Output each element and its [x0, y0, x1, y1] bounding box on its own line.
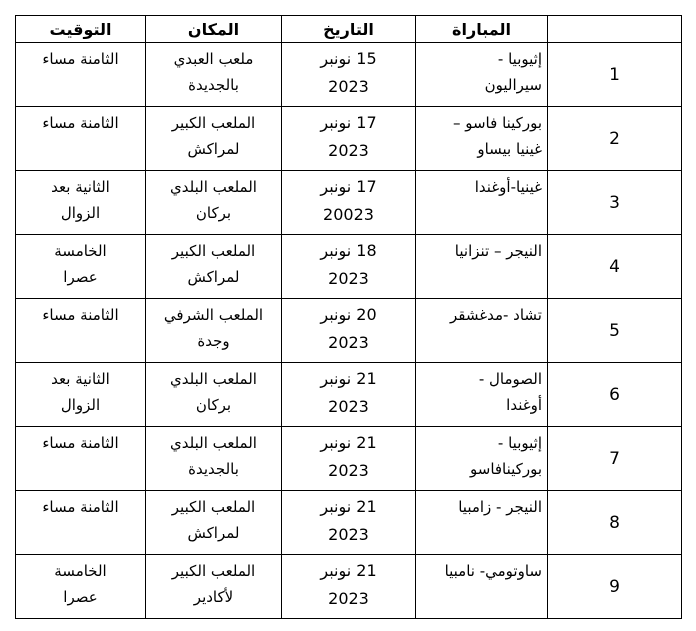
- table-row: [16, 107, 682, 171]
- date-line: 21 نونبر: [320, 561, 377, 580]
- match-cell: [416, 299, 548, 363]
- time-cell: [16, 107, 146, 171]
- venue-line: بالجديدة: [188, 76, 239, 94]
- venue-line: الملعب الكبير: [171, 498, 256, 516]
- time-line: الثامنة مساء: [42, 114, 119, 132]
- match-number-cell: 1: [548, 43, 682, 107]
- venue-line: ملعب العبدي: [173, 50, 254, 68]
- date-cell: [282, 107, 416, 171]
- date-line: 2023: [328, 77, 369, 96]
- venue-cell: [146, 491, 282, 555]
- match-line: إثيوبيا -: [497, 50, 542, 68]
- time-cell: [16, 427, 146, 491]
- table-row: [16, 299, 682, 363]
- time-line: عصرا: [63, 268, 98, 286]
- match-number-cell: 2: [548, 107, 682, 171]
- header-match: المباراة: [416, 16, 548, 43]
- match-line: إثيوبيا -: [497, 434, 542, 452]
- match-line: سيراليون: [484, 76, 542, 94]
- match-number-cell: 9: [548, 555, 682, 619]
- time-line: الخامسة: [54, 242, 107, 260]
- match-line: الصومال -: [478, 370, 542, 388]
- match-cell: [416, 43, 548, 107]
- venue-line: الملعب البلدي: [170, 434, 257, 452]
- table-row: [16, 491, 682, 555]
- venue-line: بركان: [195, 396, 232, 414]
- venue-cell: [146, 427, 282, 491]
- time-line: الزوال: [60, 396, 101, 414]
- match-number-cell: 6: [548, 363, 682, 427]
- venue-cell: [146, 43, 282, 107]
- date-line: 2023: [328, 397, 369, 416]
- venue-cell: [146, 299, 282, 363]
- time-line: الثانية بعد: [51, 178, 110, 196]
- venue-cell: [146, 107, 282, 171]
- date-line: 21 نونبر: [320, 369, 377, 388]
- venue-line: لمراكش: [187, 140, 240, 158]
- match-line: بوركينا فاسو –: [452, 114, 542, 132]
- table-row: [16, 363, 682, 427]
- match-line: النيجر - زامبيا: [458, 498, 542, 516]
- venue-line: الملعب الشرفي: [163, 306, 264, 324]
- date-line: 17 نونبر: [320, 113, 377, 132]
- date-cell: [282, 235, 416, 299]
- date-line: 18 نونبر: [320, 241, 377, 260]
- venue-line: لمراكش: [187, 524, 240, 542]
- time-cell: [16, 235, 146, 299]
- date-cell: [282, 363, 416, 427]
- time-line: الثامنة مساء: [42, 434, 119, 452]
- header-place: المكان: [146, 16, 282, 43]
- header-row: [16, 16, 682, 43]
- time-cell: [16, 555, 146, 619]
- table-body: [16, 43, 682, 619]
- date-line: 20 نونبر: [320, 305, 377, 324]
- header-number: [548, 16, 682, 43]
- venue-line: الملعب الكبير: [171, 242, 256, 260]
- table-row: [16, 235, 682, 299]
- venue-cell: [146, 171, 282, 235]
- date-cell: [282, 555, 416, 619]
- table-row: [16, 555, 682, 619]
- header-date: التاريخ: [282, 16, 416, 43]
- venue-line: الملعب الكبير: [171, 562, 256, 580]
- time-cell: [16, 491, 146, 555]
- table-row: [16, 427, 682, 491]
- venue-line: لأكادير: [193, 588, 234, 606]
- match-line: بوركينافاسو: [470, 460, 542, 478]
- date-line: 21 نونبر: [320, 433, 377, 452]
- time-cell: [16, 299, 146, 363]
- time-line: الثامنة مساء: [42, 498, 119, 516]
- match-cell: [416, 171, 548, 235]
- time-line: الزوال: [60, 204, 101, 222]
- match-number-cell: 8: [548, 491, 682, 555]
- date-line: 15 نونبر: [320, 49, 377, 68]
- date-line: 2023: [328, 333, 369, 352]
- date-line: 2023: [328, 525, 369, 544]
- table-row: [16, 171, 682, 235]
- time-line: الثامنة مساء: [42, 306, 119, 324]
- venue-line: بالجديدة: [188, 460, 239, 478]
- time-line: الثامنة مساء: [42, 50, 119, 68]
- venue-cell: [146, 555, 282, 619]
- date-line: 17 نونبر: [320, 177, 377, 196]
- date-line: 20023: [323, 205, 374, 224]
- date-cell: [282, 171, 416, 235]
- match-cell: [416, 491, 548, 555]
- match-cell: [416, 107, 548, 171]
- match-line: النيجر – تنزانيا: [454, 242, 542, 260]
- date-cell: [282, 427, 416, 491]
- date-cell: [282, 491, 416, 555]
- date-line: 2023: [328, 269, 369, 288]
- match-line: أوغندا: [506, 396, 542, 414]
- match-number-cell: 3: [548, 171, 682, 235]
- date-line: 2023: [328, 589, 369, 608]
- match-line: تشاد -مدغشقر: [450, 306, 542, 324]
- match-cell: [416, 235, 548, 299]
- date-line: 2023: [328, 141, 369, 160]
- match-schedule-table: [15, 15, 682, 619]
- date-cell: [282, 299, 416, 363]
- venue-line: وجدة: [197, 332, 230, 350]
- date-line: 21 نونبر: [320, 497, 377, 516]
- venue-cell: [146, 235, 282, 299]
- match-cell: [416, 363, 548, 427]
- venue-line: الملعب الكبير: [171, 114, 256, 132]
- date-line: 2023: [328, 461, 369, 480]
- time-line: الخامسة: [54, 562, 107, 580]
- time-line: الثانية بعد: [51, 370, 110, 388]
- time-cell: [16, 363, 146, 427]
- venue-cell: [146, 363, 282, 427]
- venue-line: بركان: [195, 204, 232, 222]
- date-cell: [282, 43, 416, 107]
- time-cell: [16, 171, 146, 235]
- venue-line: الملعب البلدي: [170, 370, 257, 388]
- match-line: غينيا-أوغندا: [474, 178, 542, 196]
- match-cell: [416, 427, 548, 491]
- match-line: غينيا بيساو: [477, 140, 542, 158]
- match-number-cell: 4: [548, 235, 682, 299]
- venue-line: لمراكش: [187, 268, 240, 286]
- table-row: [16, 43, 682, 107]
- match-cell: [416, 555, 548, 619]
- header-time: التوقيت: [16, 16, 146, 43]
- match-line: ساوتومي- نامبيا: [444, 562, 542, 580]
- time-cell: [16, 43, 146, 107]
- match-number-cell: 5: [548, 299, 682, 363]
- time-line: عصرا: [63, 588, 98, 606]
- match-number-cell: 7: [548, 427, 682, 491]
- venue-line: الملعب البلدي: [170, 178, 257, 196]
